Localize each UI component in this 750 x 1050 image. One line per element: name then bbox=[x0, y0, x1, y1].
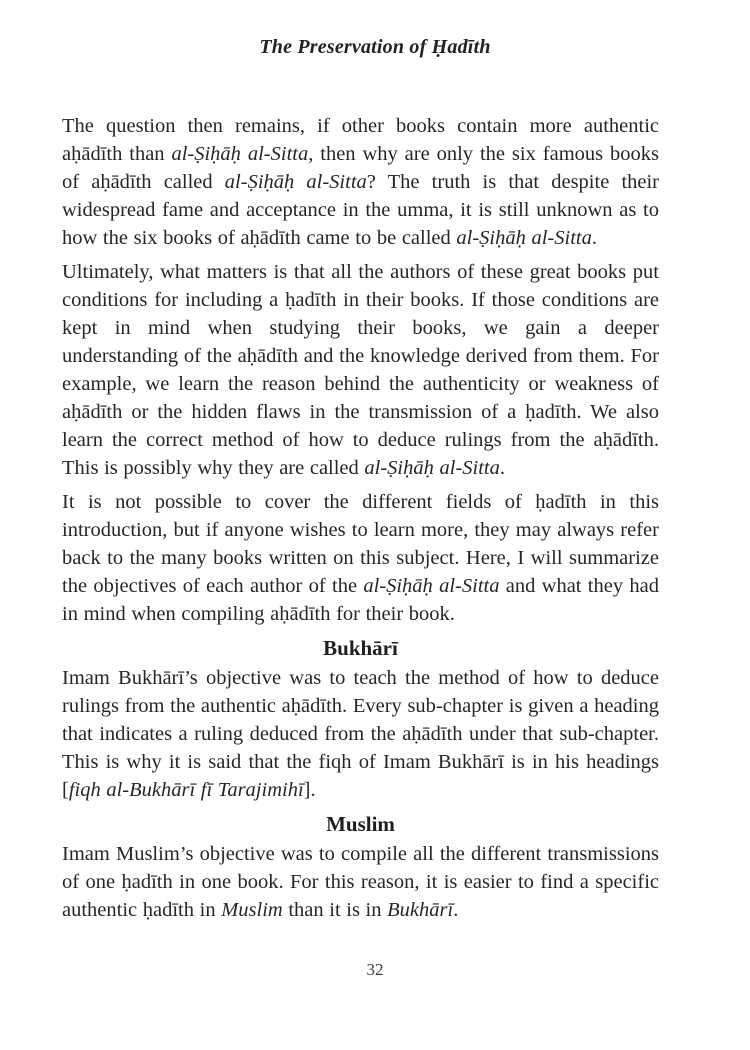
text-run-italic: al-Ṣiḥāḥ al-Sitta bbox=[224, 171, 367, 193]
running-header: The Preservation of Ḥadīth bbox=[259, 36, 491, 58]
text-run: ]. bbox=[303, 779, 316, 801]
paragraph-bukhari-objective bbox=[62, 664, 659, 804]
text-run: . bbox=[499, 457, 505, 479]
page-number: 32 bbox=[366, 960, 384, 979]
paragraph-introduction-scope bbox=[62, 488, 659, 628]
section-heading-bukhari: Bukhārī bbox=[323, 636, 398, 660]
text-run: Imam Bukhārī’s objective was to teach the method of how to deduce rulings from the authentic aḥādīth. Every sub-chapter is given a heading that indicates a ruling deduced from the aḥādīth under that sub-chapter. This is why it is said that the fiqh of Imam Bukhārī is in his headings [ bbox=[62, 667, 659, 801]
text-run: . bbox=[591, 227, 597, 249]
text-run: Ultimately, what matters is that all the authors of these great books put conditions for including a ḥadīth in their books. If those conditions are kept in mind when studying their books, we gain a deeper understanding of the aḥādīth and the knowledge derived from them. For example, we learn the reason behind the authenticity or weakness of aḥādīth or the hidden flaws in the transmission of a ḥadīth. We also learn the correct method of how to deduce rulings from the aḥādīth. This is possibly why they are called bbox=[62, 261, 659, 479]
text-run: Imam Muslim’s objective was to compile all the different transmissions of one ḥadīth in one book. For this reason, it is easier to find a specific authentic ḥadīth in bbox=[62, 843, 659, 921]
section-heading-muslim: Muslim bbox=[326, 812, 395, 836]
text-run: . bbox=[453, 899, 459, 921]
text-run-italic: al-Ṣiḥāḥ al-Sitta bbox=[171, 143, 309, 165]
text-run-italic: al-Ṣiḥāḥ al-Sitta bbox=[364, 457, 500, 479]
text-run: The question then remains, if other books contain more authentic aḥādīth than bbox=[62, 115, 659, 165]
paragraph-authors-conditions bbox=[62, 258, 659, 482]
paragraph-muslim-objective bbox=[62, 840, 659, 924]
text-run: , then why are only the six famous books of aḥādīth called bbox=[62, 143, 660, 193]
text-run: than it is in bbox=[282, 899, 388, 921]
paragraph-sihah-question bbox=[62, 112, 659, 252]
text-run-italic: Bukhārī bbox=[387, 899, 454, 921]
text-run-italic: al-Ṣiḥāḥ al-Sitta bbox=[456, 227, 592, 249]
text-run-italic: al-Ṣiḥāḥ al-Sitta bbox=[363, 575, 500, 597]
text-run: and what they had in mind when compiling aḥādīth for their book. bbox=[62, 575, 659, 625]
text-run-italic: Muslim bbox=[221, 899, 283, 921]
text-column bbox=[62, 112, 659, 930]
text-run: It is not possible to cover the different fields of ḥadīth in this introduction, but if anyone wishes to learn more, they may always refer back to the many books written on this subject. Here, I will summarize the objectives of each author of the bbox=[62, 491, 659, 597]
text-run-italic: fiqh al-Bukhārī fī Tarajimihī bbox=[68, 779, 304, 801]
text-run: ? The truth is that despite their widespread fame and acceptance in the umma, it is still unknown as to how the six books of aḥādīth came to be called bbox=[62, 171, 660, 249]
